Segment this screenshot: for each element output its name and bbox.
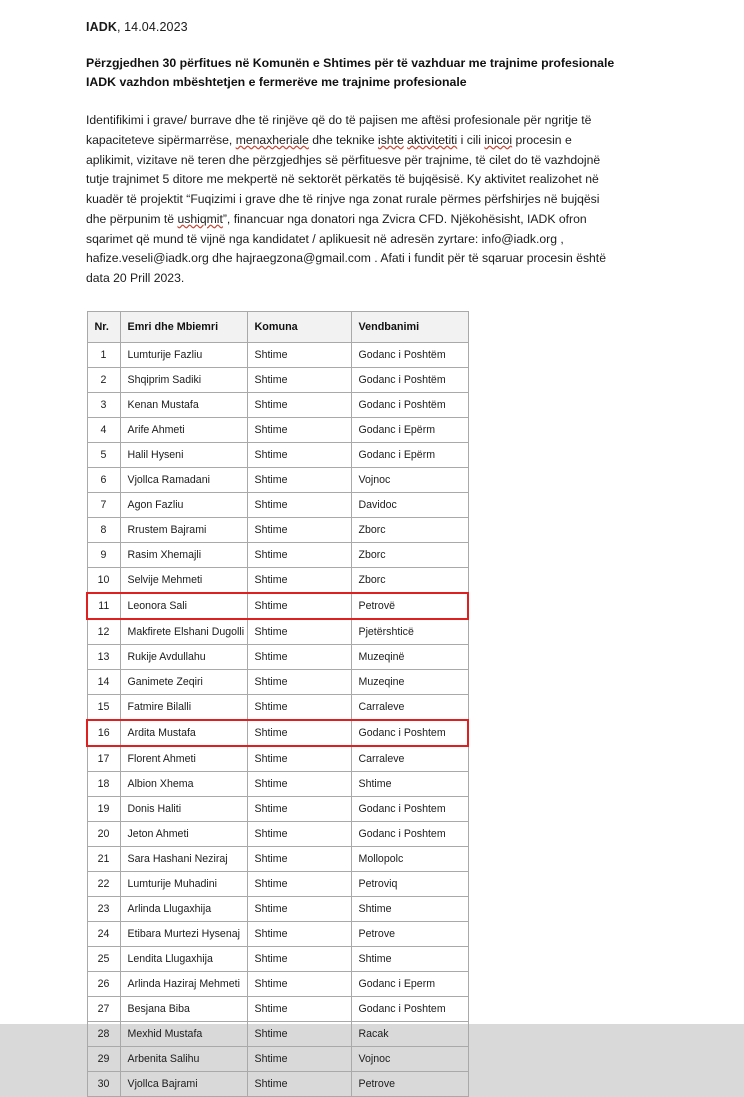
column-header-vendbanimi: Vendbanimi: [351, 311, 468, 342]
cell-nr: 27: [87, 996, 120, 1021]
cell-komuna: Shtime: [247, 567, 351, 593]
table-row: [87, 921, 468, 946]
cell-komuna: Shtime: [247, 896, 351, 921]
cell-vendbanimi: Shtime: [351, 771, 468, 796]
table-row: [87, 694, 468, 720]
table-row: [87, 846, 468, 871]
table-row: [87, 517, 468, 542]
table-row: [87, 669, 468, 694]
cell-name: Vjollca Bajrami: [120, 1071, 247, 1096]
cell-vendbanimi: Shtime: [351, 946, 468, 971]
cell-nr: 16: [87, 720, 120, 746]
paragraph-segment: ”, financuar nga donatori nga Zvicra CFD. Njëkohësisht, IADK ofron sqarimet që mund të vijnë nga kandidatet / aplikuesit në adresën zyrtare: info@iadk.org , hafize.veseli@iadk.org dhe hajraegzona@gmail.com . Afati i fundit për të sqaruar procesin është data 20 Prill 2023.: [86, 211, 606, 286]
paragraph-segment: i cili: [457, 132, 485, 147]
cell-vendbanimi: Zborc: [351, 542, 468, 567]
cell-vendbanimi: Godanc i Poshtëm: [351, 367, 468, 392]
table-row: [87, 821, 468, 846]
cell-vendbanimi: Petrove: [351, 921, 468, 946]
cell-nr: 19: [87, 796, 120, 821]
table-row: [87, 971, 468, 996]
cell-vendbanimi: Vojnoc: [351, 467, 468, 492]
cell-name: Arlinda Haziraj Mehmeti: [120, 971, 247, 996]
cell-nr: 28: [87, 1021, 120, 1046]
cell-vendbanimi: Petrovë: [351, 593, 468, 619]
cell-name: Florent Ahmeti: [120, 746, 247, 772]
paragraph-segment: aktivitetiti: [407, 132, 458, 147]
article-paragraph: [86, 111, 620, 289]
paragraph-segment: menaxheriale: [235, 132, 309, 147]
cell-komuna: Shtime: [247, 1046, 351, 1071]
cell-vendbanimi: Shtime: [351, 896, 468, 921]
cell-komuna: Shtime: [247, 746, 351, 772]
cell-nr: 10: [87, 567, 120, 593]
organization-name: IADK: [86, 20, 117, 34]
cell-komuna: Shtime: [247, 517, 351, 542]
table-row: [87, 996, 468, 1021]
cell-vendbanimi: Muzeqinë: [351, 644, 468, 669]
table-row: [87, 593, 468, 619]
cell-name: Lendita Llugaxhija: [120, 946, 247, 971]
cell-nr: 25: [87, 946, 120, 971]
cell-komuna: Shtime: [247, 996, 351, 1021]
cell-name: Agon Fazliu: [120, 492, 247, 517]
cell-vendbanimi: Mollopolc: [351, 846, 468, 871]
cell-name: Besjana Biba: [120, 996, 247, 1021]
cell-nr: 6: [87, 467, 120, 492]
document-header: [86, 20, 620, 34]
cell-vendbanimi: Godanc i Poshtem: [351, 996, 468, 1021]
table-row: [87, 771, 468, 796]
table-row: [87, 1071, 468, 1096]
cell-nr: 8: [87, 517, 120, 542]
cell-komuna: Shtime: [247, 417, 351, 442]
cell-komuna: Shtime: [247, 644, 351, 669]
cell-name: Rukije Avdullahu: [120, 644, 247, 669]
cell-name: Jeton Ahmeti: [120, 821, 247, 846]
cell-name: Arife Ahmeti: [120, 417, 247, 442]
cell-nr: 23: [87, 896, 120, 921]
cell-name: Mexhid Mustafa: [120, 1021, 247, 1046]
cell-vendbanimi: Racak: [351, 1021, 468, 1046]
table-row: [87, 567, 468, 593]
cell-name: Rrustem Bajrami: [120, 517, 247, 542]
cell-name: Shqiprim Sadiki: [120, 367, 247, 392]
cell-komuna: Shtime: [247, 971, 351, 996]
cell-nr: 5: [87, 442, 120, 467]
cell-vendbanimi: Godanc i Epërm: [351, 417, 468, 442]
cell-nr: 4: [87, 417, 120, 442]
paragraph-segment: procesin e aplikimit, vizitave në teren dhe përzgjedhjes së përfituesve për trajnime, të cilet do të vazhdojnë tutje trajnimet 5 ditore me mekpertë në sektorët përkatës të bujqësisë. Ky aktivitet realizohet në kuadër të projektit “Fuqizimi i grave dhe të rinjve nga zonat rurale përmes përfshirjes në bujqësi dhe përpunim të: [86, 132, 601, 226]
cell-nr: 2: [87, 367, 120, 392]
cell-nr: 7: [87, 492, 120, 517]
paragraph-segment: inicoi: [484, 132, 513, 147]
cell-name: Sara Hashani Neziraj: [120, 846, 247, 871]
table-row: [87, 644, 468, 669]
cell-komuna: Shtime: [247, 367, 351, 392]
cell-nr: 18: [87, 771, 120, 796]
cell-komuna: Shtime: [247, 342, 351, 367]
cell-name: Etibara Murtezi Hysenaj: [120, 921, 247, 946]
table-row: [87, 342, 468, 367]
cell-vendbanimi: Godanc i Poshtem: [351, 720, 468, 746]
cell-vendbanimi: Godanc i Poshtem: [351, 821, 468, 846]
cell-nr: 21: [87, 846, 120, 871]
cell-komuna: Shtime: [247, 821, 351, 846]
cell-name: Makfirete Elshani Dugolli: [120, 619, 247, 645]
cell-name: Selvije Mehmeti: [120, 567, 247, 593]
cell-vendbanimi: Pjetërshticë: [351, 619, 468, 645]
cell-komuna: Shtime: [247, 921, 351, 946]
document-body: [86, 0, 620, 1097]
cell-vendbanimi: Petrove: [351, 1071, 468, 1096]
table-row: [87, 417, 468, 442]
cell-nr: 3: [87, 392, 120, 417]
cell-vendbanimi: Carraleve: [351, 746, 468, 772]
cell-komuna: Shtime: [247, 442, 351, 467]
cell-name: Lumturije Fazliu: [120, 342, 247, 367]
cell-komuna: Shtime: [247, 669, 351, 694]
column-header-komuna: Komuna: [247, 311, 351, 342]
cell-vendbanimi: Zborc: [351, 517, 468, 542]
cell-nr: 17: [87, 746, 120, 772]
cell-vendbanimi: Carraleve: [351, 694, 468, 720]
beneficiaries-table: [86, 311, 469, 1097]
column-header-nr: Nr.: [87, 311, 120, 342]
cell-name: Vjollca Ramadani: [120, 467, 247, 492]
table-row: [87, 946, 468, 971]
cell-komuna: Shtime: [247, 1021, 351, 1046]
cell-komuna: Shtime: [247, 720, 351, 746]
cell-name: Donis Haliti: [120, 796, 247, 821]
cell-vendbanimi: Davidoc: [351, 492, 468, 517]
cell-name: Halil Hyseni: [120, 442, 247, 467]
cell-vendbanimi: Zborc: [351, 567, 468, 593]
cell-komuna: Shtime: [247, 619, 351, 645]
cell-nr: 26: [87, 971, 120, 996]
cell-komuna: Shtime: [247, 771, 351, 796]
table-row: [87, 1046, 468, 1071]
cell-name: Kenan Mustafa: [120, 392, 247, 417]
cell-nr: 14: [87, 669, 120, 694]
cell-name: Arlinda Llugaxhija: [120, 896, 247, 921]
table-row: [87, 619, 468, 645]
table-row: [87, 392, 468, 417]
cell-vendbanimi: Godanc i Poshtëm: [351, 392, 468, 417]
table-row: [87, 720, 468, 746]
column-header-name: Emri dhe Mbiemri: [120, 311, 247, 342]
cell-name: Ardita Mustafa: [120, 720, 247, 746]
cell-nr: 9: [87, 542, 120, 567]
table-row: [87, 1021, 468, 1046]
cell-komuna: Shtime: [247, 467, 351, 492]
cell-komuna: Shtime: [247, 1071, 351, 1096]
paragraph-segment: ushiqmit: [177, 211, 223, 226]
cell-nr: 30: [87, 1071, 120, 1096]
cell-name: Rasim Xhemajli: [120, 542, 247, 567]
cell-name: Albion Xhema: [120, 771, 247, 796]
table-row: [87, 896, 468, 921]
table-row: [87, 542, 468, 567]
table-row: [87, 467, 468, 492]
table-row: [87, 746, 468, 772]
cell-vendbanimi: Petroviq: [351, 871, 468, 896]
paragraph-segment: dhe teknike: [308, 132, 378, 147]
cell-name: Ganimete Zeqiri: [120, 669, 247, 694]
cell-komuna: Shtime: [247, 593, 351, 619]
cell-vendbanimi: Godanc i Poshtem: [351, 796, 468, 821]
table-row: [87, 492, 468, 517]
table-body: [87, 342, 468, 1096]
cell-nr: 24: [87, 921, 120, 946]
document-date: , 14.04.2023: [116, 20, 188, 34]
cell-name: Arbenita Salihu: [120, 1046, 247, 1071]
cell-komuna: Shtime: [247, 694, 351, 720]
cell-name: Lumturije Muhadini: [120, 871, 247, 896]
table-row: [87, 367, 468, 392]
cell-vendbanimi: Vojnoc: [351, 1046, 468, 1071]
table-row: [87, 871, 468, 896]
cell-nr: 22: [87, 871, 120, 896]
cell-komuna: Shtime: [247, 542, 351, 567]
article-headline: Përzgjedhen 30 përfitues në Komunën e Shtimes për të vazhduar me trajnime profesionale IADK vazhdon mbështetjen e fermerëve me trajnime profesionale: [86, 56, 615, 90]
cell-nr: 20: [87, 821, 120, 846]
cell-nr: 1: [87, 342, 120, 367]
cell-nr: 29: [87, 1046, 120, 1071]
cell-vendbanimi: Godanc i Eperm: [351, 971, 468, 996]
table-row: [87, 442, 468, 467]
cell-komuna: Shtime: [247, 846, 351, 871]
cell-vendbanimi: Godanc i Poshtëm: [351, 342, 468, 367]
cell-nr: 13: [87, 644, 120, 669]
cell-nr: 15: [87, 694, 120, 720]
cell-komuna: Shtime: [247, 392, 351, 417]
paragraph-segment: ishte: [377, 132, 404, 147]
table-header-row: [87, 311, 468, 342]
cell-komuna: Shtime: [247, 946, 351, 971]
cell-nr: 12: [87, 619, 120, 645]
cell-komuna: Shtime: [247, 871, 351, 896]
paragraph-segment: Identifikimi i grave/ burrave dhe të rinjëve që do të pajisen me aftësi profesionale për ngritje të kapaciteteve sipërmarrëse,: [86, 113, 592, 147]
cell-komuna: Shtime: [247, 492, 351, 517]
cell-komuna: Shtime: [247, 796, 351, 821]
cell-nr: 11: [87, 593, 120, 619]
cell-name: Fatmire Bilalli: [120, 694, 247, 720]
table-row: [87, 796, 468, 821]
cell-vendbanimi: Godanc i Epërm: [351, 442, 468, 467]
cell-vendbanimi: Muzeqine: [351, 669, 468, 694]
cell-name: Leonora Sali: [120, 593, 247, 619]
